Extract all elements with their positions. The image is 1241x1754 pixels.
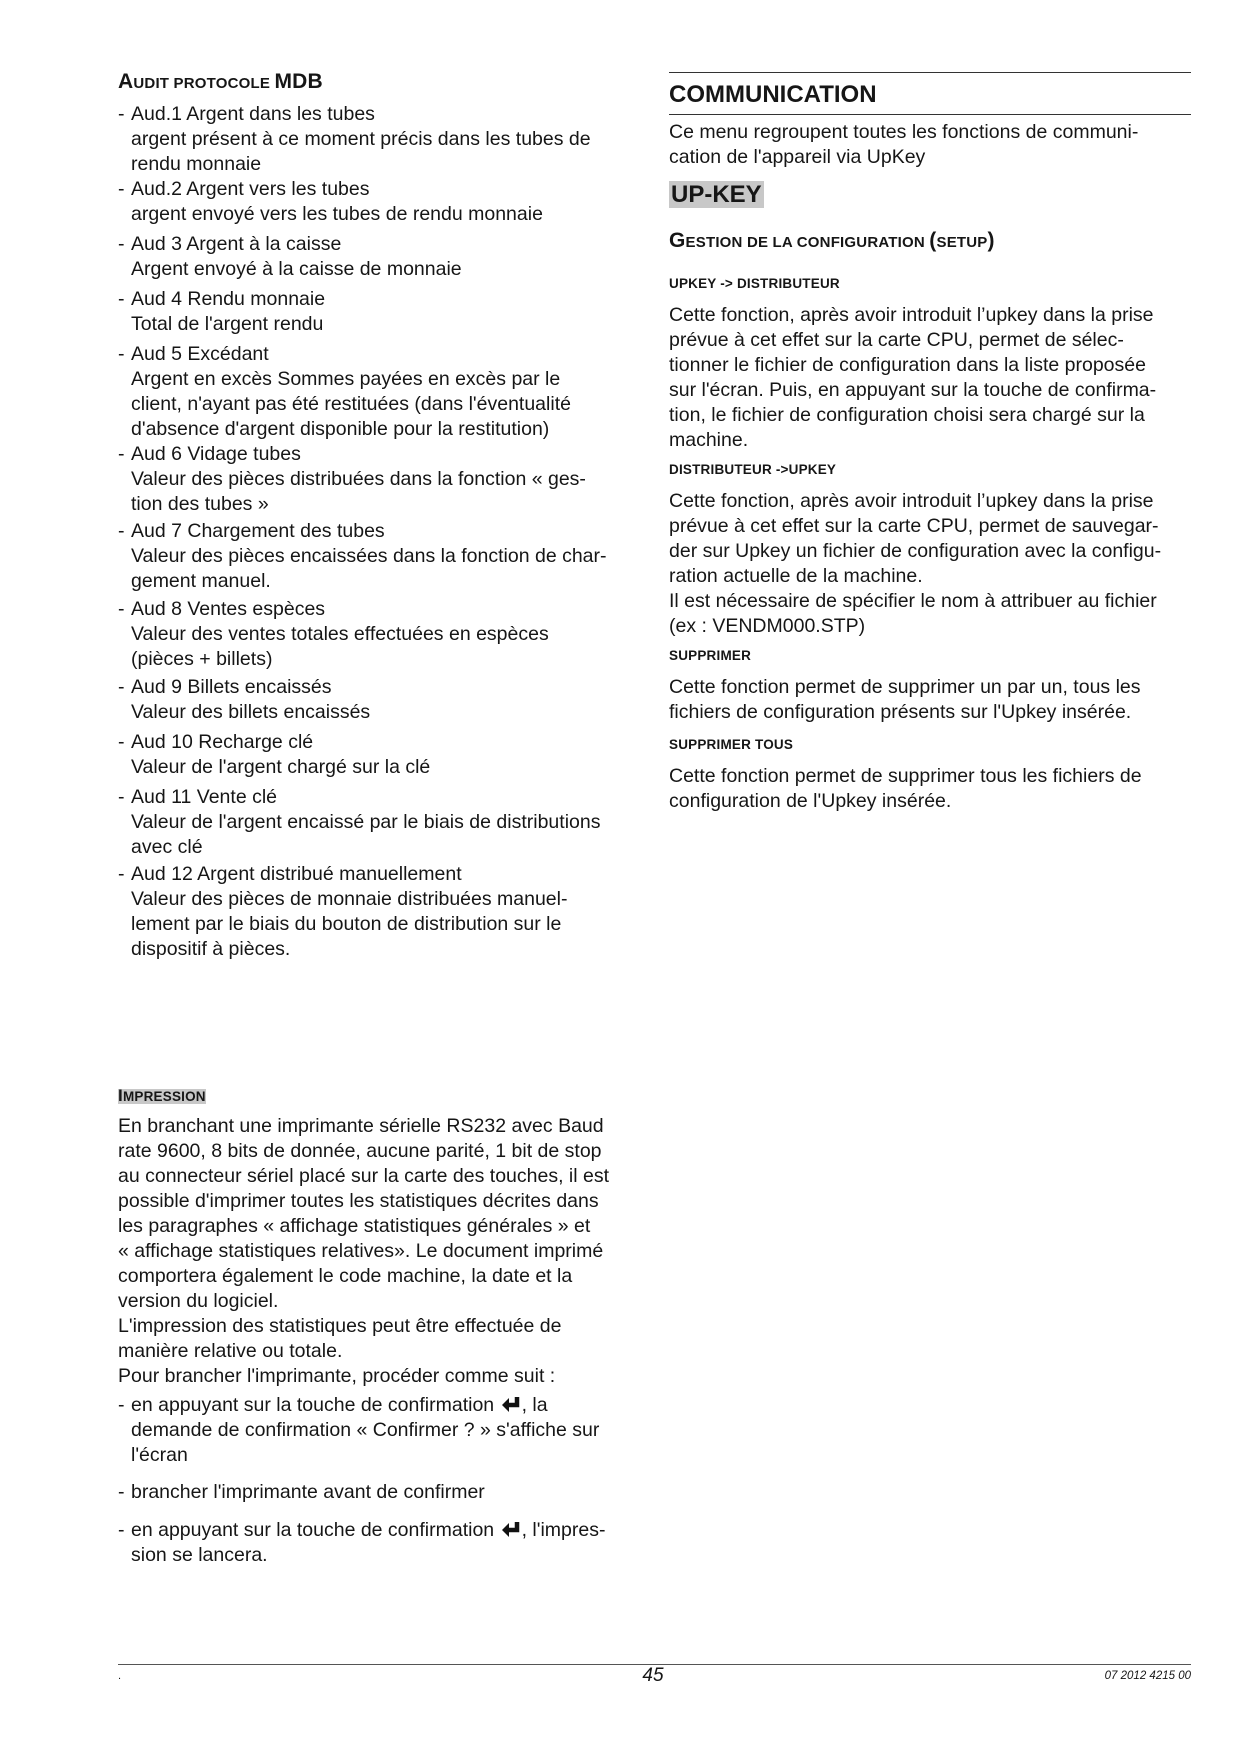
audit-item-desc-line: Valeur des ventes totales effectuées en espèces	[131, 623, 549, 645]
audit-item-desc-line: client, n'ayant pas été restituées (dans l'éventualité	[131, 393, 571, 415]
bullet-dash: -	[118, 178, 125, 200]
audit-item	[118, 785, 640, 860]
audit-item-desc-line: dispositif à pièces.	[131, 938, 291, 960]
audit-item-desc-line: (pièces + billets)	[131, 648, 273, 670]
audit-item-lines	[118, 342, 640, 442]
bullet-dash: -	[118, 343, 125, 365]
impression-paragraph-line: possible d'imprimer toutes les statistiques décrites dans	[118, 1190, 599, 1212]
document-reference: 07 2012 4215 00	[1104, 1670, 1191, 1682]
impression-paragraph-line: comportera également le code machine, la date et la	[118, 1265, 573, 1287]
setup-heading-paren-open: (	[929, 229, 937, 252]
bullet-dash: -	[118, 233, 125, 255]
audit-item-title: Aud 9 Billets encaissés	[131, 676, 332, 698]
audit-item-desc-line: gement manuel.	[131, 570, 271, 592]
section-body-line: (ex : VENDM000.STP)	[669, 615, 866, 637]
audit-item-desc-line: rendu monnaie	[131, 153, 262, 175]
bullet-dash: -	[118, 443, 125, 465]
audit-item-title: Aud 6 Vidage tubes	[131, 443, 301, 465]
impression-paragraph-line: manière relative ou totale.	[118, 1340, 343, 1362]
audit-item-title: Aud 8 Ventes espèces	[131, 598, 326, 620]
audit-item	[118, 675, 640, 725]
communication-title: COMMUNICATION	[669, 81, 877, 108]
audit-heading-rest: UDIT PROTOCOLE	[133, 75, 275, 92]
impression-heading-highlight	[118, 1086, 206, 1105]
page-number: 45	[642, 1665, 664, 1686]
communication-intro-line: Ce menu regroupent toutes les fonctions de communi-	[669, 121, 1139, 143]
impression-heading-rest: MPRESSION	[122, 1089, 206, 1104]
bullet-dash: -	[118, 1394, 125, 1416]
audit-item-title: Aud 4 Rendu monnaie	[131, 288, 326, 310]
impression-step-text-after: , la	[521, 1394, 548, 1416]
audit-item-desc-line: Argent envoyé à la caisse de monnaie	[131, 258, 462, 280]
section-label: SUPPRIMER	[669, 648, 752, 663]
impression-paragraph-line: Pour brancher l'imprimante, procéder comme suit :	[118, 1365, 556, 1387]
impression-paragraph	[118, 1114, 640, 1389]
impression-step-lines	[118, 1393, 640, 1468]
impression-step-line: l'écran	[131, 1444, 188, 1466]
impression-step-text-before: brancher l'imprimante avant de confirmer	[131, 1481, 485, 1503]
bullet-dash: -	[118, 103, 125, 125]
section-body	[669, 764, 1191, 814]
audit-item	[118, 862, 640, 962]
setup-heading-paren-close: )	[987, 229, 995, 252]
audit-item-lines	[118, 442, 640, 517]
audit-item-title: Aud 3 Argent à la caisse	[131, 233, 342, 255]
impression-heading-cap: I	[118, 1086, 123, 1105]
section-label: DISTRIBUTEUR ->UPKEY	[669, 462, 837, 477]
section-body-line: prévue à cet effet sur la carte CPU, permet de sélec-	[669, 329, 1124, 351]
audit-item	[118, 177, 640, 227]
impression-heading	[118, 1086, 640, 1106]
upkey-title-text: UP-KEY	[671, 181, 762, 208]
upkey-title	[669, 180, 1191, 210]
impression-paragraph-line: En branchant une imprimante sérielle RS232 avec Baud	[118, 1115, 604, 1137]
impression-step-first-line	[131, 1480, 640, 1505]
audit-item-desc-line: Valeur de l'argent chargé sur la clé	[131, 756, 431, 778]
impression-step-lines	[118, 1518, 640, 1568]
audit-item-desc-line: d'absence d'argent disponible pour la restitution)	[131, 418, 550, 440]
setup-heading-rest: ESTION DE LA CONFIGURATION	[685, 234, 930, 251]
bullet-dash: -	[118, 288, 125, 310]
section-body-line: tion, le fichier de configuration choisi sera chargé sur la	[669, 404, 1145, 426]
impression-step-text-after: , l'impres-	[521, 1519, 606, 1541]
impression-paragraph-line: rate 9600, 8 bits de donnée, aucune parité, 1 bit de stop	[118, 1140, 602, 1162]
impression-step	[118, 1480, 640, 1505]
audit-item-lines	[118, 597, 640, 672]
impression-paragraph-line: au connecteur sériel placé sur la carte des touches, il est	[118, 1165, 610, 1187]
audit-item-desc-line: Valeur des pièces encaissées dans la fonction de char-	[131, 545, 607, 567]
communication-top-rule	[669, 72, 1191, 73]
section-body-line: tionner le fichier de configuration dans la liste proposée	[669, 354, 1146, 376]
audit-item-lines	[118, 675, 640, 725]
audit-item	[118, 342, 640, 442]
audit-item-lines	[118, 287, 640, 337]
audit-item-desc-line: Valeur des pièces distribuées dans la fonction « ges-	[131, 468, 586, 490]
section-body-line: fichiers de configuration présents sur l'Upkey insérée.	[669, 701, 1132, 723]
communication-intro	[669, 120, 1191, 170]
impression-paragraph-line: L'impression des statistiques peut être effectuée de	[118, 1315, 562, 1337]
audit-item	[118, 442, 640, 517]
audit-item-lines	[118, 730, 640, 780]
section-body-line: Cette fonction, après avoir introduit l’upkey dans la prise	[669, 304, 1154, 326]
impression-step-line: sion se lancera.	[131, 1544, 268, 1566]
section-body-line: Il est nécessaire de spécifier le nom à attribuer au fichier	[669, 590, 1157, 612]
impression-paragraph-line: les paragraphes « affichage statistiques générales » et	[118, 1215, 591, 1237]
impression-step	[118, 1393, 640, 1468]
section-label: UPKEY -> DISTRIBUTEUR	[669, 276, 840, 291]
impression-step-text-before: en appuyant sur la touche de confirmation	[131, 1519, 500, 1541]
impression-paragraph-line: « affichage statistiques relatives». Le document imprimé	[118, 1240, 604, 1262]
setup-heading	[669, 229, 1191, 253]
audit-item-desc-line: Valeur de l'argent encaissé par le biais de distributions	[131, 811, 601, 833]
impression-paragraph-line: version du logiciel.	[118, 1290, 279, 1312]
communication-bottom-rule	[669, 114, 1191, 115]
audit-item-title: Aud 10 Recharge clé	[131, 731, 314, 753]
communication-intro-line: cation de l'appareil via UpKey	[669, 146, 926, 168]
bullet-dash: -	[118, 676, 125, 698]
footer-dot: .	[118, 1670, 122, 1682]
section-label: SUPPRIMER TOUS	[669, 737, 794, 752]
impression-step-text-before: en appuyant sur la touche de confirmation	[131, 1394, 500, 1416]
section-body-line: Cette fonction permet de supprimer tous les fichiers de	[669, 765, 1142, 787]
section-body-line: ration actuelle de la machine.	[669, 565, 923, 587]
section-body	[669, 675, 1191, 725]
section-body-line: prévue à cet effet sur la carte CPU, permet de sauvegar-	[669, 515, 1159, 537]
audit-item	[118, 597, 640, 672]
section-body	[669, 303, 1191, 453]
impression-step-first-line	[131, 1518, 640, 1543]
audit-item-title: Aud.1 Argent dans les tubes	[131, 103, 375, 125]
audit-item-desc-line: Valeur des pièces de monnaie distribuées manuel-	[131, 888, 568, 910]
section-body-line: configuration de l'Upkey insérée.	[669, 790, 952, 812]
audit-item	[118, 287, 640, 337]
setup-heading-setup: SETUP	[936, 234, 988, 251]
impression-step-line: demande de confirmation « Confirmer ? » s'affiche sur	[131, 1419, 600, 1441]
audit-heading-cap: A	[118, 70, 134, 93]
audit-item-lines	[118, 177, 640, 227]
bullet-dash: -	[118, 731, 125, 753]
audit-item-desc-line: avec clé	[131, 836, 203, 858]
audit-item-title: Aud.2 Argent vers les tubes	[131, 178, 370, 200]
audit-item	[118, 519, 640, 594]
bullet-dash: -	[118, 598, 125, 620]
audit-item-title: Aud 5 Excédant	[131, 343, 269, 365]
audit-item-lines	[118, 102, 640, 177]
audit-item-lines	[118, 519, 640, 594]
audit-item-title: Aud 11 Vente clé	[131, 786, 278, 808]
audit-item	[118, 102, 640, 177]
bullet-dash: -	[118, 1481, 125, 1503]
section-body-line: Cette fonction permet de supprimer un par un, tous les	[669, 676, 1141, 698]
audit-heading-mdb: MDB	[274, 70, 323, 93]
audit-item-desc-line: Valeur des billets encaissés	[131, 701, 371, 723]
bullet-dash: -	[118, 1519, 125, 1541]
section-body-line: machine.	[669, 429, 749, 451]
section-body	[669, 489, 1191, 639]
enter-key-icon	[500, 1520, 522, 1538]
audit-item-desc-line: argent envoyé vers les tubes de rendu monnaie	[131, 203, 543, 225]
enter-key-icon	[500, 1395, 522, 1413]
setup-heading-cap: G	[669, 229, 686, 252]
impression-step	[118, 1518, 640, 1568]
audit-item-desc-line: Argent en excès Sommes payées en excès par le	[131, 368, 561, 390]
audit-item-title: Aud 12 Argent distribué manuellement	[131, 863, 462, 885]
audit-item-lines	[118, 862, 640, 962]
bullet-dash: -	[118, 520, 125, 542]
audit-item-desc-line: lement par le biais du bouton de distribution sur le	[131, 913, 562, 935]
impression-step-first-line	[131, 1393, 640, 1418]
section-body-line: Cette fonction, après avoir introduit l’upkey dans la prise	[669, 490, 1154, 512]
audit-heading	[118, 70, 640, 94]
section-body-line: sur l'écran. Puis, en appuyant sur la touche de confirma-	[669, 379, 1157, 401]
impression-step-lines	[118, 1480, 640, 1505]
audit-item-lines	[118, 232, 640, 282]
bullet-dash: -	[118, 786, 125, 808]
audit-item-desc-line: tion des tubes »	[131, 493, 269, 515]
bullet-dash: -	[118, 863, 125, 885]
section-body-line: der sur Upkey un fichier de configuration avec la configu-	[669, 540, 1162, 562]
audit-item-title: Aud 7 Chargement des tubes	[131, 520, 385, 542]
audit-item-desc-line: argent présent à ce moment précis dans les tubes de	[131, 128, 591, 150]
audit-item	[118, 232, 640, 282]
audit-item	[118, 730, 640, 780]
audit-item-lines	[118, 785, 640, 860]
audit-item-desc-line: Total de l'argent rendu	[131, 313, 324, 335]
